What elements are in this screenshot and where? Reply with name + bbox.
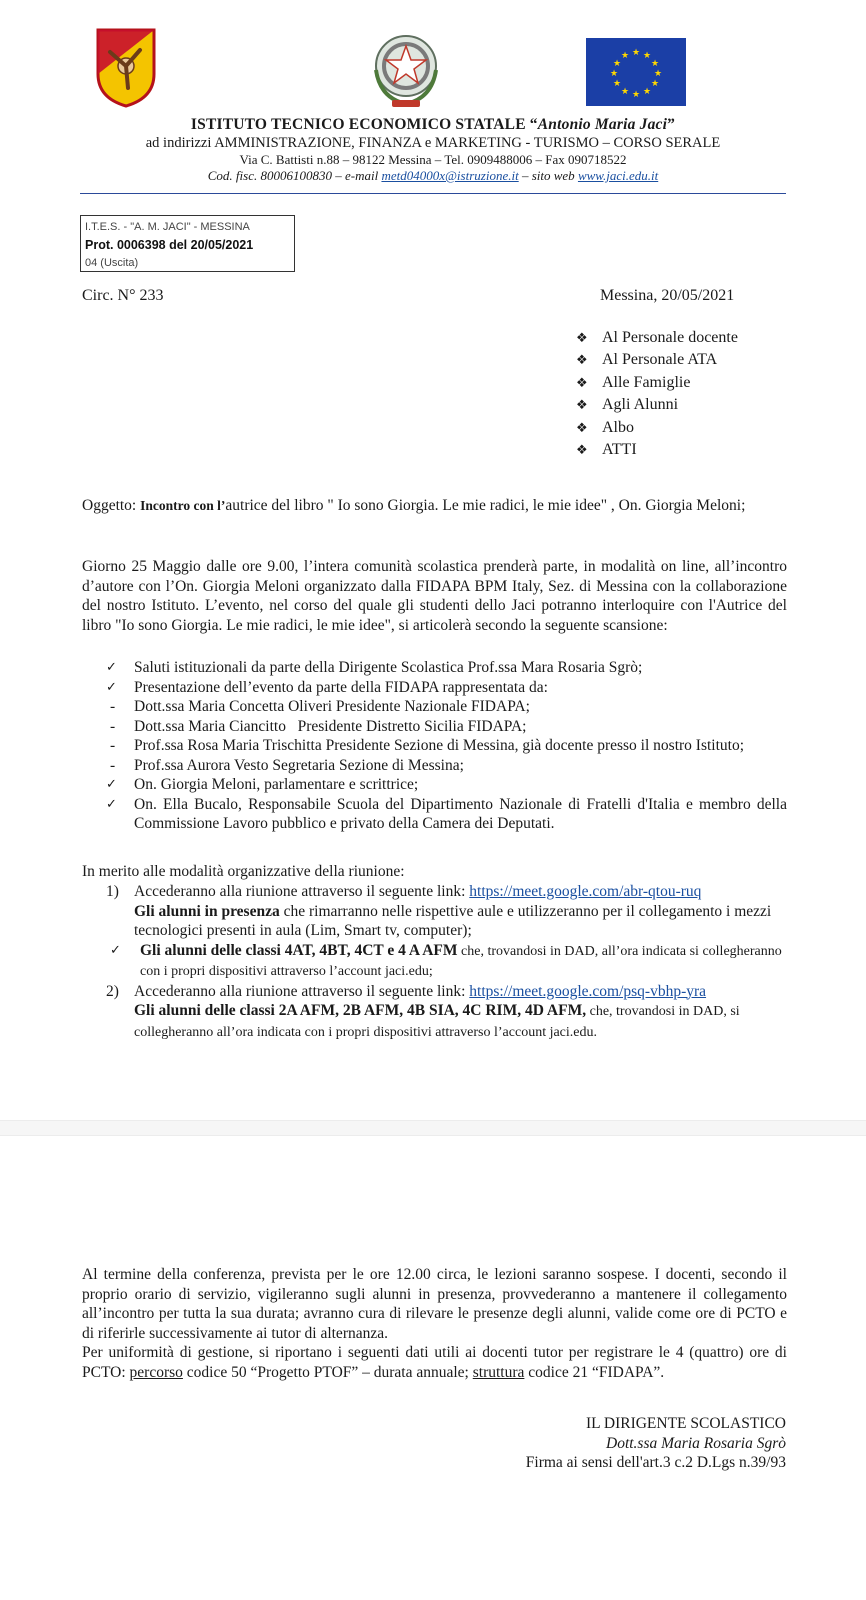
recipient-item: ❖ Alle Famiglie [576, 372, 738, 394]
sicily-region-logo [94, 26, 158, 108]
subject-line: Oggetto: Incontro con l’autrice del libro " Io sono Giorgia. Le mie radici, le mie idee" , On. Giorgia Meloni; [82, 497, 746, 514]
closing-paragraph: Al termine della conferenza, prevista per le ore 12.00 circa, le lezioni saranno sospese. I docenti, secondo il proprio orario di servizio, vigileranno sugli alunni in presenza, provvederanno a mantenere il collegamento all’incontro per tutta la sua durata; avranno cura di rilevare le presenze degli alunni, valide come ore di PCTO e di riferirle successivamente ai tutor di alternanza. Per uniformità di gestione, si riportano i seguenti dati utili ai docenti tutor per registrare le 4 (quattro) ore di PCTO: percorso codice 50 “Progetto PTOF” – durata annuale; struttura codice 21 “FIDAPA”. [82, 1266, 787, 1381]
svg-text:★: ★ [653, 69, 663, 79]
checkmark-icon: ✓ [106, 679, 117, 695]
meet-link-2[interactable]: https://meet.google.com/psq-vbhp-yra [469, 982, 707, 1000]
signature-role: IL DIRIGENTE SCOLASTICO [585, 1415, 786, 1432]
svg-text:★: ★ [650, 79, 660, 89]
organization-intro: In merito alle modalità organizzative della riunione: [82, 863, 405, 880]
checkmark-icon: ✓ [106, 777, 117, 792]
diamond-bullet-icon: ❖ [576, 398, 588, 414]
dash-bullet: - [110, 737, 116, 754]
item-number: 2) [106, 982, 119, 1000]
program-item: - Prof.ssa Rosa Maria Trischitta Presidente Sezione di Messina, già docente presso il nostro Istituto; [110, 737, 745, 754]
svg-text:★: ★ [620, 87, 630, 97]
diamond-bullet-icon: ❖ [576, 353, 588, 369]
svg-text:★: ★ [631, 48, 641, 58]
program-item: ✓ Saluti istituzionali da parte della Dirigente Scolastica Prof.ssa Mara Rosaria Sgrò; [106, 659, 643, 676]
svg-text:★: ★ [650, 59, 660, 69]
recipient-item: ❖ Albo [576, 417, 738, 439]
email-link[interactable]: metd04000x@istruzione.it [381, 168, 519, 183]
protocol-stamp [80, 215, 295, 272]
recipient-item: ❖ Al Personale ATA [576, 349, 738, 371]
dash-bullet: - [110, 756, 116, 774]
dash-bullet: - [110, 698, 116, 715]
svg-text:★: ★ [620, 51, 630, 61]
diamond-bullet-icon: ❖ [576, 375, 588, 391]
institute-address: Via C. Battisti n.88 – 98122 Messina – Tel. 0909488006 – Fax 090718522 [239, 152, 627, 167]
program-item: ✓ On. Ella Bucalo, Responsabile Scuola del Dipartimento Nazionale di Fratelli d'Italia e membro della Commissione Lavoro pubblico e privato della Camera dei Deputati. [106, 795, 787, 832]
svg-text:★: ★ [631, 90, 641, 100]
recipient-item: ❖ Al Personale docente [576, 327, 738, 349]
recipients-list [576, 327, 738, 461]
dash-bullet: - [110, 717, 116, 735]
checkmark-icon: ✓ [110, 942, 121, 958]
circular-number: Circ. N° 233 [82, 287, 164, 304]
european-union-flag [586, 38, 686, 106]
program-list [82, 658, 787, 834]
recipient-item: ❖ Agli Alunni [576, 394, 738, 416]
diamond-bullet-icon: ❖ [576, 420, 588, 436]
checkmark-icon: ✓ [106, 796, 117, 812]
checkmark-icon: ✓ [106, 660, 117, 675]
program-item: - Dott.ssa Maria Concetta Oliveri Presidente Nazionale FIDAPA; [110, 698, 530, 715]
program-item: ✓ Presentazione dell’evento da parte della FIDAPA rappresentata da: [106, 678, 548, 696]
document-date: Messina, 20/05/2021 [600, 287, 735, 304]
program-item: - Prof.ssa Aurora Vesto Segretaria Sezione di Messina; [110, 756, 464, 774]
institute-contacts: Cod. fisc. 80006100830 – e-mail metd04000x@istruzione.it – sito web www.jaci.edu.it [207, 168, 659, 183]
svg-text:★: ★ [612, 59, 622, 69]
diamond-bullet-icon: ❖ [576, 331, 588, 346]
signature-name: Dott.ssa Maria Rosaria Sgrò [606, 1434, 786, 1452]
program-item: - Dott.ssa Maria Ciancitto Presidente Distretto Sicilia FIDAPA; [110, 717, 527, 735]
signature-block [526, 1414, 786, 1473]
page-break [0, 1120, 866, 1136]
item-number: 1) [106, 883, 119, 900]
website-link[interactable]: www.jaci.edu.it [577, 168, 659, 183]
svg-text:★: ★ [642, 87, 652, 97]
access-mode-subitem: ✓ Gli alunni delle classi 4AT, 4BT, 4CT e 4 A AFM che, trovandosi in DAD, all’ora indicata si collegheranno con i propri dispositivi attraverso l’account jaci.edu; [110, 941, 782, 979]
access-mode-item: 2) Accederanno alla riunione attraverso il seguente link: https://meet.google.com/psq-vbhp-yra Gli alunni delle classi 2A AFM, 2B AFM, 4B SIA, 4C RIM, 4D AFM, che, trovandosi in DAD, si collegheranno all’ora indicata con i propri dispositivi attraverso l’account jaci.edu. [106, 982, 740, 1040]
svg-text:★: ★ [612, 79, 622, 89]
access-mode-item: 1) Accederanno alla riunione attraverso il seguente link: https://meet.google.com/abr-qtou-ruq Gli alunni in presenza che rimarranno nelle rispettive aule e utilizzeranno per il collegamento i mezzi tecnologici presenti in aula (Lim, Smart tv, computer); [106, 883, 772, 939]
access-modes-list [82, 882, 787, 1042]
stamp-type: 04 (Uscita) [85, 257, 139, 269]
institute-addresses: ad indirizzi AMMINISTRAZIONE, FINANZA e MARKETING - TURISMO – CORSO SERALE [145, 135, 721, 151]
header-divider [80, 193, 786, 194]
meet-link-1[interactable]: https://meet.google.com/abr-qtou-ruq [469, 883, 702, 900]
svg-text:★: ★ [642, 51, 652, 61]
intro-paragraph: Giorno 25 Maggio dalle ore 9.00, l’intera comunità scolastica prenderà parte, in modalità on line, all’incontro d’autore con l’On. Giorgia Meloni organizzato dalla FIDAPA BPM Italy, Sez. di Messina con la collaborazione del nostro Istituto. L’evento, nel corso del quale gli studenti dello Jaci potranno interloquire con l'Autrice del libro "Io sono Giorgia. Le mie radici, le mie idee", si articolerà secondo la seguente scansione: [82, 558, 787, 634]
svg-text:★: ★ [609, 69, 619, 79]
stamp-institute: I.T.E.S. - "A. M. JACI" - MESSINA [85, 221, 250, 233]
institute-title: ISTITUTO TECNICO ECONOMICO STATALE “Antonio Maria Jaci” [190, 116, 676, 133]
stamp-protocol: Prot. 0006398 del 20/05/2021 [85, 238, 254, 252]
signature-note: Firma ai sensi dell'art.3 c.2 D.Lgs n.39/93 [525, 1454, 786, 1471]
italian-republic-emblem [370, 26, 442, 110]
diamond-bullet-icon: ❖ [576, 443, 588, 459]
program-item: ✓ On. Giorgia Meloni, parlamentare e scrittrice; [106, 776, 419, 793]
recipient-item: ❖ ATTI [576, 439, 738, 461]
